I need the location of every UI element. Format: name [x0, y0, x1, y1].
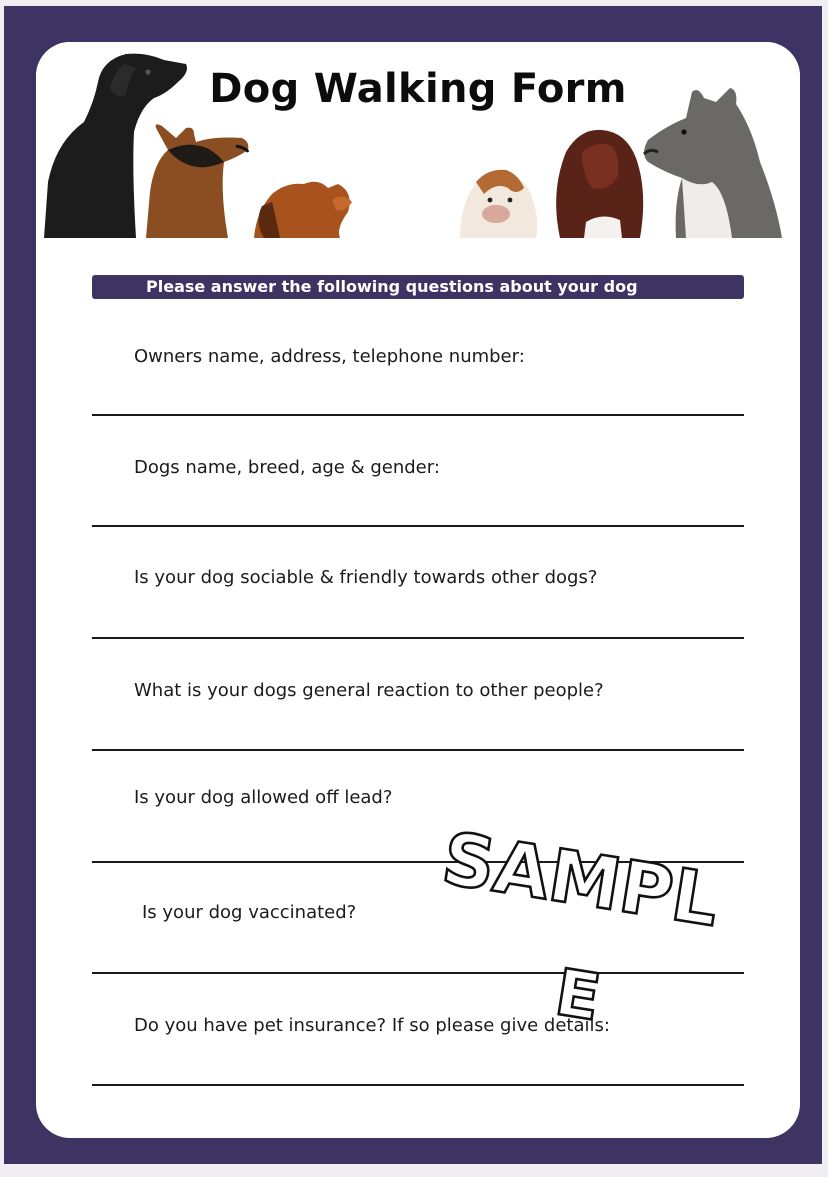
answer-line-reaction-people[interactable] — [92, 749, 744, 751]
question-reaction-people: What is your dogs general reaction to other people? — [134, 680, 604, 701]
question-sociable: Is your dog sociable & friendly towards other dogs? — [134, 567, 598, 588]
answer-line-vaccinated[interactable] — [92, 972, 744, 974]
answer-line-owner-details[interactable] — [92, 414, 744, 416]
sample-watermark-line2: E — [550, 956, 606, 1036]
sample-watermark-line1: SAMPL — [436, 816, 725, 943]
form-page — [36, 42, 800, 1138]
question-owner-details: Owners name, address, telephone number: — [134, 346, 525, 367]
page-frame — [4, 6, 822, 1164]
instruction-text: Please answer the following questions about your dog — [146, 277, 638, 296]
question-dog-details: Dogs name, breed, age & gender: — [134, 457, 440, 478]
answer-line-dog-details[interactable] — [92, 525, 744, 527]
header-banner — [36, 42, 800, 238]
question-insurance: Do you have pet insurance? If so please give details: — [134, 1015, 610, 1036]
instruction-banner — [92, 275, 744, 299]
german-shepherd-dog-image — [146, 124, 248, 238]
question-off-lead: Is your dog allowed off lead? — [134, 787, 393, 808]
bulldog-dog-image — [460, 170, 537, 238]
answer-line-insurance[interactable] — [92, 1084, 744, 1086]
answer-line-sociable[interactable] — [92, 637, 744, 639]
question-vaccinated: Is your dog vaccinated? — [142, 902, 357, 923]
dachshund-dog-image — [254, 182, 352, 238]
form-title: Dog Walking Form — [209, 66, 627, 112]
spaniel-dog-image — [556, 130, 643, 238]
